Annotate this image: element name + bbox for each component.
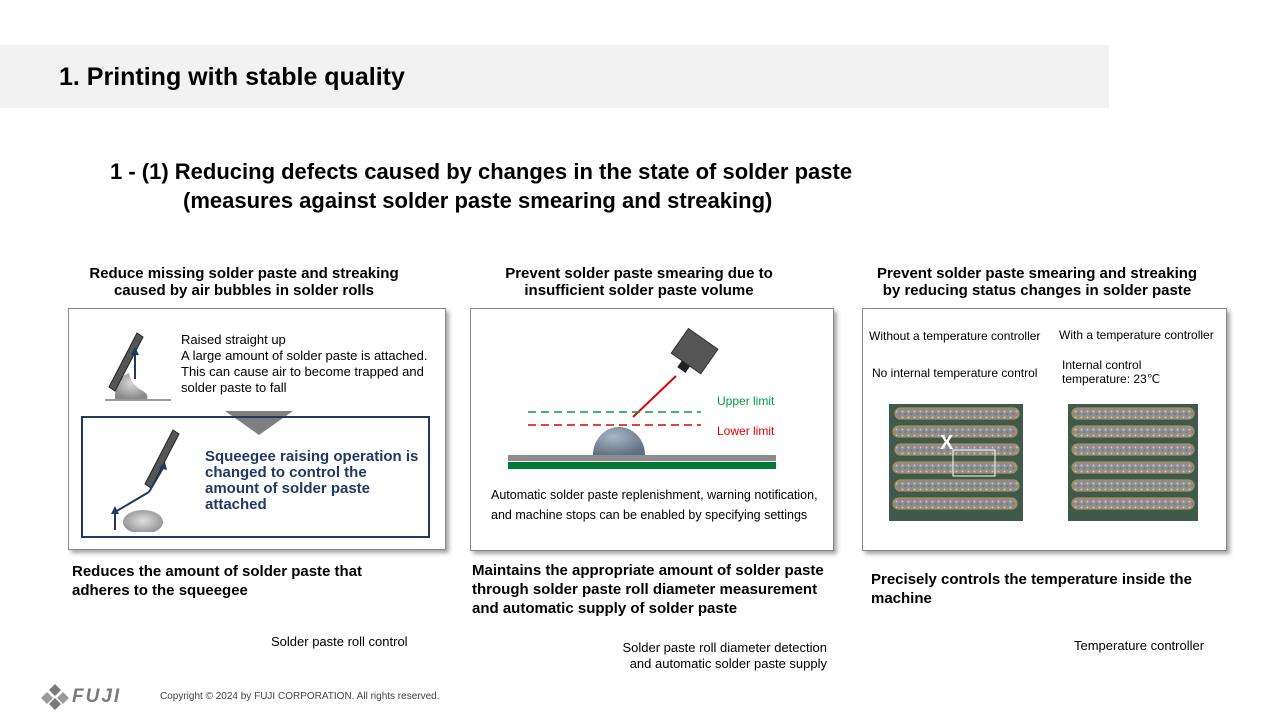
- column1-result: Reduces the amount of solder paste that adheres to the squeegee: [72, 563, 363, 599]
- squeegee-angled-icon: [105, 426, 185, 532]
- column3-heading: [862, 265, 1212, 299]
- section-subtitle-line2: (measures against solder paste smearing and streaking): [183, 188, 773, 213]
- improved-operation-text: Squeegee raising operation is changed to control the amount of solder paste attached: [205, 448, 419, 513]
- without-controller-desc: No internal temperature control: [872, 366, 1038, 380]
- column3-feature: Temperature controller: [1074, 638, 1205, 653]
- print-result-with-controller: [1068, 404, 1198, 521]
- column3-heading-line1: Prevent solder paste smearing and streaking: [876, 265, 1198, 282]
- without-controller-label: Without a temperature controller: [869, 329, 1041, 343]
- defect-mark: X: [940, 432, 954, 454]
- fuji-logo-text: FUJI: [72, 686, 122, 707]
- raised-title: Raised straight up: [181, 332, 286, 347]
- with-controller-label: With a temperature controller: [1059, 328, 1214, 342]
- with-controller-desc: [1062, 358, 1160, 386]
- column1-panel: [68, 308, 446, 550]
- column2-result: Maintains the appropriate amount of solder paste through solder paste roll diameter measurement and automatic supply of solder paste: [472, 562, 824, 617]
- column2-feature-line2: and automatic solder paste supply: [629, 656, 827, 671]
- column3-heading-line2: by reducing status changes in solder paste: [882, 282, 1192, 299]
- print-result-without-controller: [889, 404, 1023, 521]
- upper-limit-label: Upper limit: [717, 394, 775, 408]
- column2-heading: [470, 265, 808, 299]
- column2-heading-line2: insufficient solder paste volume: [524, 282, 754, 299]
- copyright: Copyright © 2024 by FUJI CORPORATION. All rights reserved.: [160, 691, 440, 702]
- column3-result: Precisely controls the temperature inside the machine: [871, 571, 1192, 607]
- column1-heading-line1: Reduce missing solder paste and streaking: [89, 265, 399, 282]
- column1-feature: Solder paste roll control: [271, 634, 408, 649]
- fuji-logo-icon: [40, 683, 70, 711]
- column2-panel: [470, 308, 834, 551]
- raised-description: A large amount of solder paste is attached. This can cause air to become trapped and solder paste to fall: [181, 348, 428, 395]
- column2-feature-line1: Solder paste roll diameter detection: [622, 640, 827, 655]
- slide-title: 1. Printing with stable quality: [59, 63, 405, 91]
- section-subtitle-line1: 1 - (1) Reducing defects caused by changes in the state of solder paste: [110, 159, 853, 184]
- column2-note: Automatic solder paste replenishment, warning notification, and machine stops can be enabled by specifying settings: [491, 488, 818, 522]
- with-controller-desc-line1: Internal control: [1062, 358, 1142, 372]
- column1-heading-line2: caused by air bubbles in solder rolls: [113, 282, 375, 299]
- roll-diameter-sensor-diagram: [471, 309, 833, 479]
- column3-panel: [862, 308, 1227, 551]
- column2-heading-line1: Prevent solder paste smearing due to: [505, 265, 773, 282]
- improved-operation-box: [81, 416, 430, 538]
- column2-feature: [580, 640, 827, 672]
- squeegee-raised-icon: [99, 329, 174, 404]
- lower-limit-label: Lower limit: [717, 424, 775, 438]
- with-controller-desc-line2: temperature: 23℃: [1062, 372, 1161, 386]
- column1-heading: [64, 265, 424, 299]
